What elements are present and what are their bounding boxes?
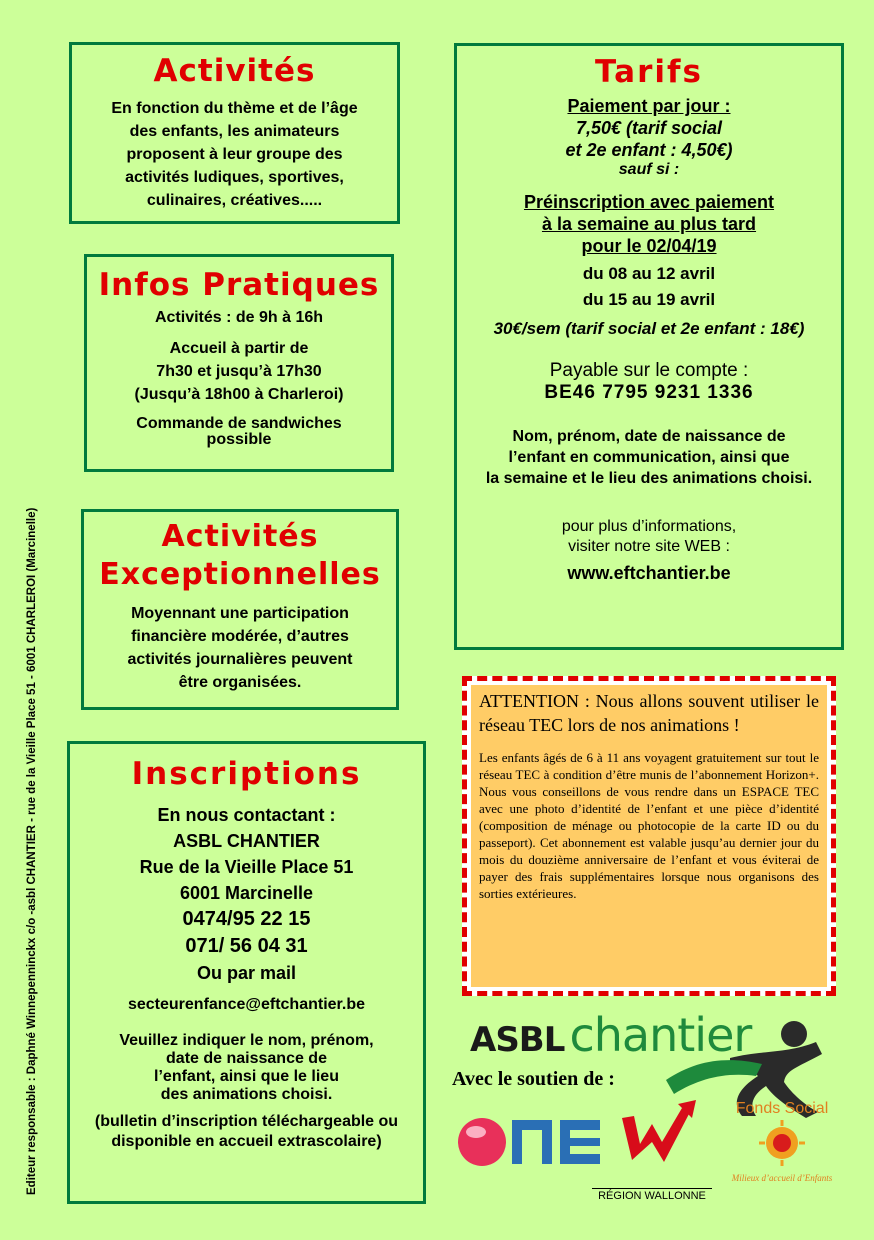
attention-heading: ATTENTION : Nous allons souvent utiliser le réseau TEC lors de nos animations ! [479,691,819,735]
per-day-label: Paiement par jour : [567,96,731,116]
infos-title: Infos Pratiques [98,267,380,303]
preinscription-text [457,191,841,257]
note-line: Veuillez indiquer le nom, prénom, [119,1032,374,1049]
contact-label: En nous contactant : [157,805,336,825]
activites-title: Activités [153,53,316,89]
fonds-social-subtitle: Milieux d’accueil d’Enfants [731,1173,833,1183]
infos-line: Commande de sandwiches [136,415,342,432]
week-dates [457,261,841,313]
note-line: l’enfant, ainsi que le lieu [154,1068,339,1085]
inscriptions-note [70,1032,423,1104]
infos-line: (Jusqu’à 18h00 à Charleroi) [134,386,344,403]
activites-box [69,42,400,224]
inscriptions-phones [70,906,423,960]
note-line: date de naissance de [166,1050,327,1067]
inscriptions-box [67,741,426,1204]
org-name: ASBL CHANTIER [173,831,320,851]
attention-body: Les enfants âgés de 6 à 11 ans voyagent gratuitement sur tout le réseau TEC à condition d’être munis de l’abonnement Horizon+. Nous vous conseillons de vous rendre dans un ESPACE TEC avec une photo d’identité de l’enfant et une pièce d’identité (composition de ménage ou photocopie de la carte ID ou du passeport). Cet abonnement est valable jusqu’au dernier jour du mois du douzième anniversaire de l’enfant et vous éviterai de payer des frais supplémentaires lorsque nous organisons des sorties extérieures. [479,750,819,901]
exc-line: financière modérée, d’autres [131,628,349,645]
iban-number: BE46 7795 9231 1336 [544,382,754,403]
phone-2[interactable]: 071/ 56 04 31 [185,935,308,957]
infos-line: possible [206,431,272,448]
fonds-social-logo [722,1100,842,1200]
exceptionnelles-text [84,602,396,694]
title-line: Activités [161,519,319,554]
note-line: des animations choisi. [160,1086,333,1103]
pre-line: pour le 02/04/19 [581,236,717,256]
payable-label: Payable sur le compte : [549,360,749,381]
city-address: 6001 Marcinelle [179,883,314,903]
exc-line: être organisées. [178,674,302,691]
activites-line: proposent à leur groupe des [126,146,343,163]
tarifs-box [454,43,844,650]
region-wallonne-logo [592,1100,712,1204]
publisher-sidebar-text: Editeur responsable : Daphné Winnepenninckx c/o -asbl CHANTIER - rue de la Vieille Place 51 - 6001 CHARLEROI (Marcinelle) [26,507,38,1195]
tarifs-title: Tarifs [595,54,703,90]
activites-line: activités ludiques, sportives, [125,169,344,186]
date-line: du 15 au 19 avril [582,290,716,309]
inscriptions-title: Inscriptions [131,756,362,792]
date-line: du 08 au 12 avril [582,264,716,283]
note2-line: disponible en accueil extrascolaire) [111,1133,382,1150]
infos-line: 7h30 et jusqu’à 17h30 [156,363,322,380]
region-wallonne-label: RÉGION WALLONNE [592,1188,712,1202]
street-address: Rue de la Vieille Place 51 [139,857,354,877]
support-label: Avec le soutien de : [452,1068,615,1090]
activites-exceptionnelles-box [81,509,399,710]
price-line: 7,50€ (tarif social [575,118,723,138]
more-info [457,517,841,557]
attention-box [462,676,836,996]
region-wallonne-mark [592,1100,712,1186]
infos-sandwich [87,416,391,448]
inscriptions-contact [70,802,423,906]
one-logo-text: ONE [531,1172,534,1173]
infos-accueil [87,337,391,406]
fonds-social-label: Fonds Social [735,1100,829,1117]
one-logo [456,1112,606,1174]
exc-line: activités journalières peuvent [127,651,353,668]
pre-line: Préinscription avec paiement [523,192,775,212]
nom-line: l’enfant en communication, ainsi que [508,449,790,466]
title-line: Exceptionnelles [99,557,381,592]
sauf-si: sauf si : [618,161,680,178]
note2-line: (bulletin d’inscription téléchargeable ou [94,1113,399,1130]
nom-line: la semaine et le lieu des animations choisi. [485,470,813,487]
activites-line: des enfants, les animateurs [129,123,340,140]
price-text [457,117,841,161]
fonds-social-sun-icon [752,1118,812,1168]
mail-label: Ou par mail [196,963,297,983]
infos-horaire: Activités : de 9h à 16h [154,309,324,326]
asbl-logo-text: ASBL [470,1020,565,1060]
mail-link[interactable]: secteurenfance@eftchantier.be [127,996,366,1013]
infos-line: Accueil à partir de [169,340,309,357]
infos-pratiques-box [84,254,394,472]
activites-line: En fonction du thème et de l’âge [111,100,358,117]
weekly-price: 30€/sem (tarif social et 2e enfant : 18€) [493,319,805,338]
plus-line: pour plus d’informations, [561,518,737,535]
communication-note [457,426,841,489]
website-link[interactable]: www.eftchantier.be [567,563,731,583]
activites-line: culinaires, créatives..... [146,192,323,209]
activites-text [72,97,397,212]
exceptionnelles-title [84,518,396,594]
pre-line: à la semaine au plus tard [541,214,757,234]
exc-line: Moyennant une participation [131,605,349,622]
plus-line: visiter notre site WEB : [568,538,730,555]
chantier-logo-text: chantier [569,1008,752,1062]
phone-1[interactable]: 0474/95 22 15 [182,908,311,930]
attention-inner [471,685,827,987]
nom-line: Nom, prénom, date de naissance de [512,428,786,445]
inscriptions-note2 [70,1112,423,1152]
price-line: et 2e enfant : 4,50€) [565,140,733,160]
